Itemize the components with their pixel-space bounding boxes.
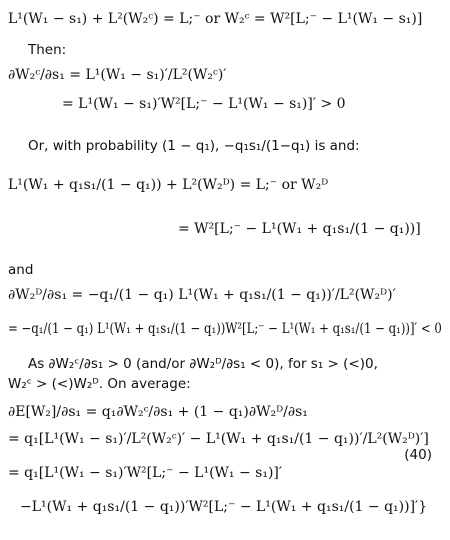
- equation-line: ∂E[W₂]/∂s₁ = q₁∂W₂ᶜ/∂s₁ + (1 − q₁)∂W₂ᴰ/∂s₁: [8, 404, 308, 420]
- text-line: W₂ᶜ > (<)W₂ᴰ. On average:: [8, 376, 191, 392]
- text-line: Or, with probability (1 − q₁), −q₁s₁/(1−q₁) is and:: [28, 138, 360, 154]
- equation-line: = L¹(W₁ − s₁)′W²[L;⁻ − L¹(W₁ − s₁)]′ > 0: [62, 96, 346, 112]
- equation-number: (40): [404, 447, 432, 463]
- equation-line: −L¹(W₁ + q₁s₁/(1 − q₁))′W²[L;⁻ − L¹(W₁ + q₁s₁/(1 − q₁))]′}: [20, 499, 428, 515]
- equation-line: = W²[L;⁻ − L¹(W₁ + q₁s₁/(1 − q₁))]: [178, 221, 421, 237]
- text-line: Then:: [28, 42, 67, 58]
- equation-line: L¹(W₁ − s₁) + L²(W₂ᶜ) = L;⁻ or W₂ᶜ = W²[L;⁻ − L¹(W₁ − s₁)]: [8, 11, 423, 27]
- text-line: and: [8, 262, 34, 278]
- equation-line: L¹(W₁ + q₁s₁/(1 − q₁)) + L²(W₂ᴰ) = L;⁻ or W₂ᴰ: [8, 177, 329, 193]
- equation-line: = q₁[L¹(W₁ − s₁)′/L²(W₂ᶜ)′ − L¹(W₁ + q₁s₁/(1 − q₁))′/L²(W₂ᴰ)′]: [8, 431, 429, 447]
- equation-line: = −q₁/(1 − q₁) L¹(W₁ + q₁s₁/(1 − q₁))W²[L;⁻ − L¹(W₁ + q₁s₁/(1 − q₁))]′ < 0: [8, 321, 442, 337]
- equation-line: = q₁[L¹(W₁ − s₁)′W²[L;⁻ − L¹(W₁ − s₁)]′: [8, 465, 283, 481]
- text-line: As ∂W₂ᶜ/∂s₁ > 0 (and/or ∂W₂ᴰ/∂s₁ < 0), for s₁ > (<)0,: [28, 356, 378, 372]
- equation-line: ∂W₂ᶜ/∂s₁ = L¹(W₁ − s₁)′/L²(W₂ᶜ)′: [8, 67, 227, 83]
- equation-line: ∂W₂ᴰ/∂s₁ = −q₁/(1 − q₁) L¹(W₁ + q₁s₁/(1 − q₁))′/L²(W₂ᴰ)′: [8, 287, 396, 303]
